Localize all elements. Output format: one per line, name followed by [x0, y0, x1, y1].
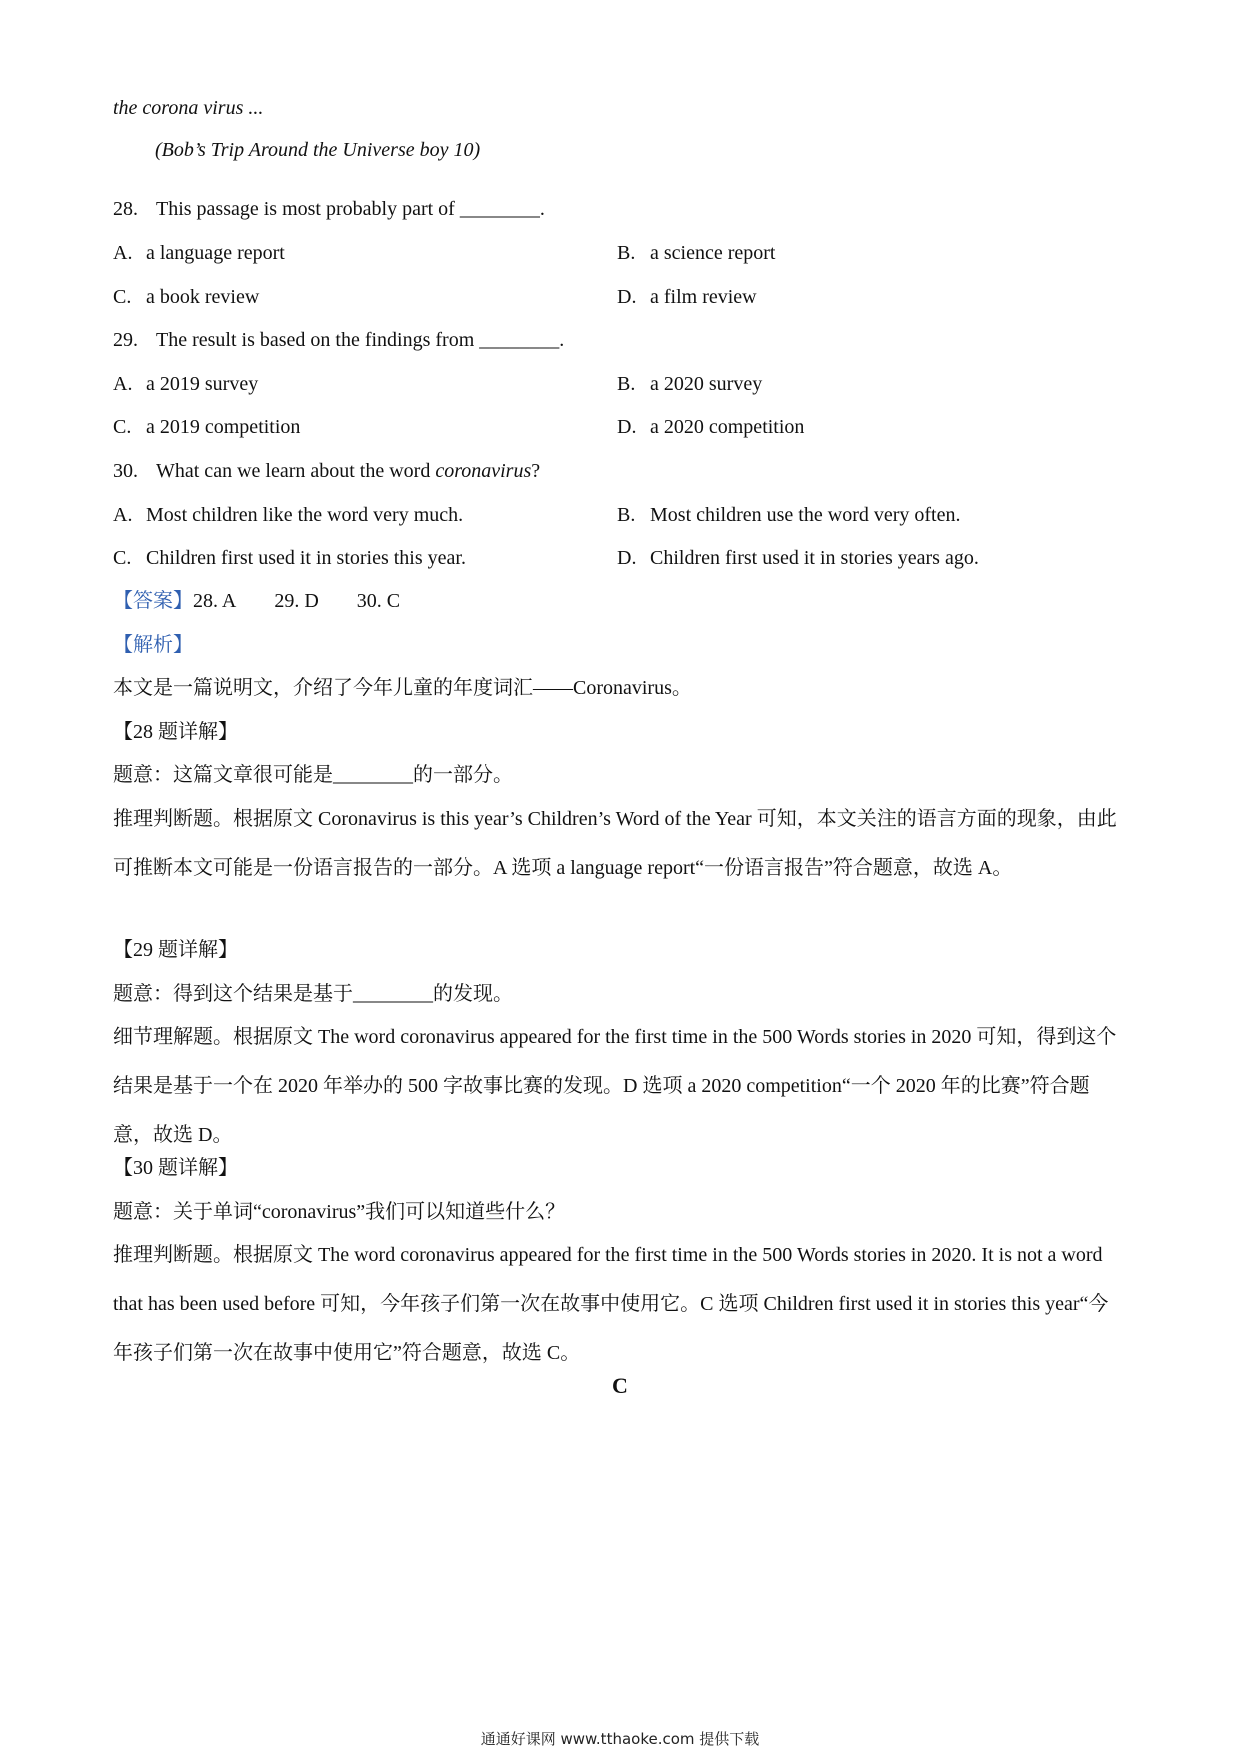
analysis-summary: 本文是一篇说明文，介绍了今年儿童的年度词汇——Coronavirus。 [113, 677, 692, 699]
option-text: a 2020 survey [650, 373, 763, 395]
q30-option-a [113, 503, 463, 527]
q28-option-c [113, 285, 259, 309]
option-text: Most children use the word very often. [650, 504, 961, 526]
detail-30-heading: 【30 题详解】 [113, 1157, 238, 1179]
answer-line [113, 589, 438, 613]
option-letter: B. [617, 504, 636, 526]
detail-28-explanation: 推理判断题。根据原文 Coronavirus is this year’s Children’s Word of the Year 可知，本文关注的语言方面的现象，由此可推断本文可能是一份语言报告的一部分。A 选项 a language report“一份语言报告”符合题意，故选 A。 [113, 808, 1117, 879]
option-letter: A. [113, 242, 133, 264]
option-text: a 2020 competition [650, 416, 805, 438]
option-letter: D. [617, 547, 637, 569]
answer-item: 28. A [193, 590, 237, 612]
option-letter: B. [617, 242, 636, 264]
detail-30-explanation: 推理判断题。根据原文 The word coronavirus appeared for the first time in the 500 Words stories in 2020. It is not a word that has been used before 可知，今年孩子们第一次在故事中使用它。C 选项 Children first used it in stories this year“今年孩子们第一次在故事中使用它”符合题意，故选 C。 [113, 1244, 1109, 1364]
question-stem-italic-word: coronavirus [435, 460, 532, 482]
passage-source: (Bob’s Trip Around the Universe boy 10) [155, 139, 481, 161]
option-letter: A. [113, 504, 133, 526]
question-number: 28. [113, 198, 138, 220]
option-text: a book review [146, 286, 260, 308]
option-letter: C. [113, 547, 132, 569]
option-text: a 2019 survey [146, 373, 259, 395]
detail-29-heading: 【29 题详解】 [113, 939, 238, 961]
q28-option-b [617, 241, 775, 265]
q30-option-b [617, 503, 960, 527]
option-letter: C. [113, 416, 132, 438]
detail-30-meaning: 题意：关于单词“coronavirus”我们可以知道些什么？ [113, 1201, 566, 1223]
detail-28-heading: 【28 题详解】 [113, 721, 238, 743]
option-text: Children first used it in stories years ago. [650, 547, 979, 569]
option-text: a science report [650, 242, 776, 264]
q28-option-d [617, 285, 757, 309]
q30-option-d [617, 546, 979, 570]
answer-item: 29. D [274, 590, 319, 612]
analysis-label: 【解析】 [113, 634, 193, 656]
question-30 [113, 459, 540, 483]
section-label: C [612, 1373, 628, 1398]
answer-item: 30. C [356, 590, 401, 612]
detail-29-explanation: 细节理解题。根据原文 The word coronavirus appeared for the first time in the 500 Words stories in 2020 可知，得到这个结果是基于一个在 2020 年举办的 500 字故事比赛的发现。D 选项 a 2020 competition“一个 2020 年的比赛”符合题意，故选 D。 [113, 1026, 1117, 1146]
question-number: 29. [113, 329, 138, 351]
detail-29-meaning: 题意：得到这个结果是基于________的发现。 [113, 983, 513, 1005]
page-footer: 通通好课网 www.tthaoke.com 提供下载 [480, 1730, 760, 1748]
question-number: 30. [113, 460, 138, 482]
q29-option-b [617, 372, 762, 396]
q30-option-c [113, 546, 466, 570]
question-28 [113, 197, 545, 221]
option-text: a 2019 competition [146, 416, 301, 438]
q28-option-a [113, 241, 285, 265]
option-letter: D. [617, 416, 637, 438]
question-stem: The result is based on the findings from ________. [156, 329, 565, 351]
option-letter: C. [113, 286, 132, 308]
option-text: Most children like the word very much. [146, 504, 464, 526]
question-stem: This passage is most probably part of ________. [156, 198, 545, 220]
passage-end-text: the corona virus ... [113, 97, 264, 119]
option-text: a film review [650, 286, 757, 308]
question-29 [113, 328, 564, 352]
option-text: Children first used it in stories this year. [146, 547, 466, 569]
option-text: a language report [146, 242, 285, 264]
option-letter: A. [113, 373, 133, 395]
option-letter: D. [617, 286, 637, 308]
option-letter: B. [617, 373, 636, 395]
question-stem-end: ? [531, 460, 541, 482]
question-stem: What can we learn about the word [156, 460, 436, 482]
answer-label: 【答案】 [113, 590, 193, 612]
q29-option-c [113, 415, 300, 439]
q29-option-a [113, 372, 258, 396]
detail-28-meaning: 题意：这篇文章很可能是________的一部分。 [113, 764, 513, 786]
q29-option-d [617, 415, 804, 439]
